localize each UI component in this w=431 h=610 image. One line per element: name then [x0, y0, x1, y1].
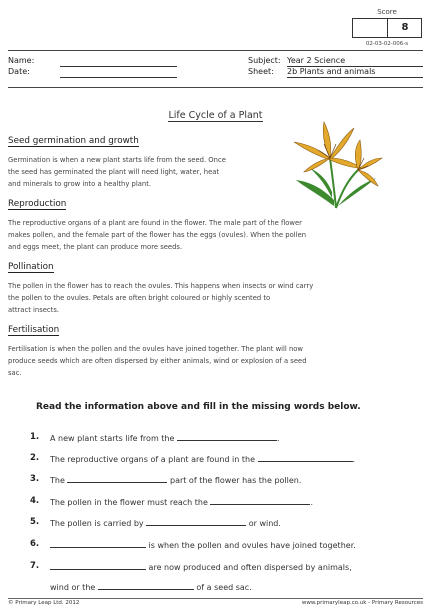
- sheet-code: 02-03-02-006-s: [365, 41, 409, 47]
- answer-blank[interactable]: [67, 474, 167, 483]
- paragraph-reproduction: [8, 217, 306, 253]
- text-line: produce seeds which are often dispersed by either animals, wind or explosion of a seed: [8, 357, 307, 365]
- text-line: Germination is when a new plant starts life from the seed. Once: [8, 156, 226, 164]
- paragraph-pollination: [8, 280, 313, 316]
- paragraph-germination: [8, 154, 226, 190]
- question-2: The reproductive organs of a plant are found in the .: [50, 455, 356, 464]
- heading-fertilisation: Fertilisation: [8, 325, 60, 335]
- heading-reproduction: Reproduction: [8, 199, 67, 209]
- question-7-line-2: wind or the of a seed sac.: [50, 583, 252, 592]
- text-line: the pollen to the ovules. Petals are often bright coloured or highly scented to: [8, 294, 271, 302]
- text-line: The reproductive organs of a plant are found in the flower. The male part of the flower: [8, 219, 302, 227]
- question-number: 1.: [30, 432, 40, 442]
- question-3: The part of the flower has the pollen.: [50, 476, 302, 485]
- top-rule: [8, 50, 423, 51]
- answer-blank[interactable]: [177, 432, 277, 441]
- heading-germination: Seed germination and growth: [8, 136, 139, 146]
- answer-blank[interactable]: [50, 561, 146, 570]
- question-number: 5.: [30, 517, 40, 527]
- instruction: Read the information above and fill in the missing words below.: [36, 402, 361, 412]
- text-line: Fertilisation is when the pollen and the ovules have joined together. The plant will now: [8, 345, 303, 353]
- subject-value: Year 2 Science: [287, 56, 346, 65]
- footer-copyright: © Primary Leap Ltd. 2012: [8, 600, 80, 606]
- question-1: A new plant starts life from the .: [50, 434, 280, 443]
- answer-blank[interactable]: [210, 496, 310, 505]
- question-number: 4.: [30, 496, 40, 506]
- score-box: [352, 8, 422, 42]
- answer-blank[interactable]: [98, 581, 194, 590]
- question-number: 3.: [30, 474, 40, 484]
- footer-rule: [8, 598, 423, 599]
- text-line: sac.: [8, 369, 22, 377]
- heading-pollination: Pollination: [8, 262, 54, 272]
- text-line: The pollen in the flower has to reach the ovules. This happens when insects or wind carry: [8, 282, 314, 290]
- date-label: Date:: [8, 67, 30, 76]
- page-title: Life Cycle of a Plant: [168, 110, 263, 121]
- text-line: and minerals to grow into a healthy plant.: [8, 180, 152, 188]
- name-label: Name:: [8, 56, 35, 65]
- text-line: the seed has germinated the plant will need light, water, heat: [8, 168, 220, 176]
- score-cells: [352, 18, 422, 38]
- header-rule: [8, 87, 423, 88]
- name-line[interactable]: [60, 66, 177, 67]
- question-number: 6.: [30, 539, 40, 549]
- answer-blank[interactable]: [258, 453, 353, 462]
- date-line[interactable]: [60, 77, 177, 78]
- text-line: and eggs meet, the plant can produce more seeds.: [8, 243, 183, 251]
- text-line: makes pollen, and the female part of the flower has the eggs (ovules). When the pollen: [8, 231, 306, 239]
- question-5: The pollen is carried by or wind.: [50, 519, 281, 528]
- answer-blank[interactable]: [50, 539, 146, 548]
- sheet-line: [287, 77, 423, 78]
- sheet-label: Sheet:: [248, 67, 274, 76]
- sheet-value: 2b Plants and animals: [287, 67, 376, 76]
- paragraph-fertilisation: [8, 343, 307, 379]
- question-6: is when the pollen and ovules have joined together.: [50, 539, 356, 550]
- score-value: 8: [401, 22, 409, 33]
- question-number: 2.: [30, 453, 40, 463]
- answer-blank[interactable]: [146, 517, 246, 526]
- footer-website[interactable]: www.primaryleap.co.uk - Primary Resources: [301, 600, 423, 606]
- lily-flower-icon: [288, 118, 384, 210]
- text-line: attract insects.: [8, 306, 60, 314]
- score-label: Score: [377, 8, 397, 16]
- question-7: are now produced and often dispersed by animals,: [50, 561, 352, 572]
- question-number: 7.: [30, 561, 40, 571]
- question-4: The pollen in the flower must reach the .: [50, 498, 313, 507]
- subject-label: Subject:: [248, 56, 281, 65]
